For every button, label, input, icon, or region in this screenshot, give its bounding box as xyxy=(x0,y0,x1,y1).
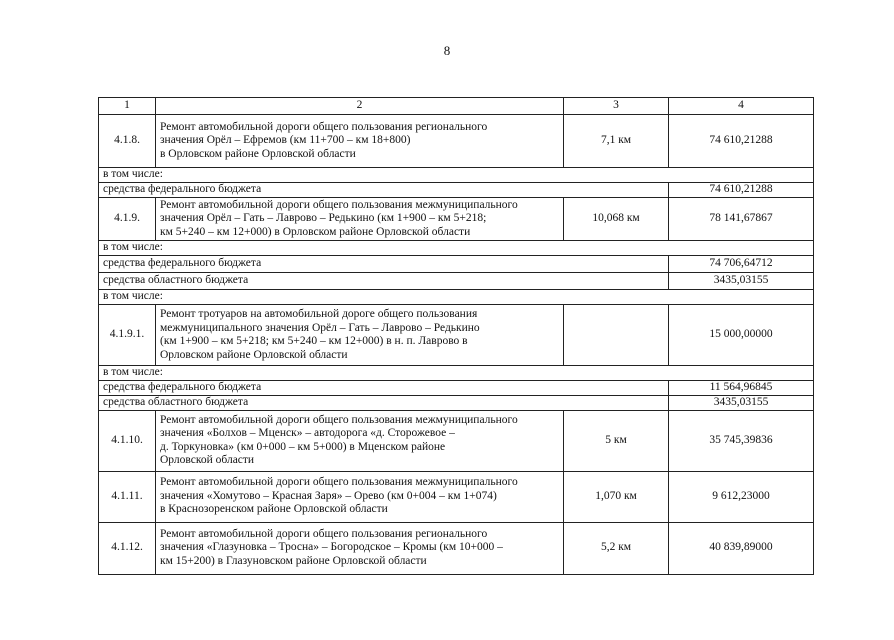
page-number: 8 xyxy=(443,43,451,58)
item-length: 10,068 км xyxy=(564,198,669,241)
budget-amount: 3435,03155 xyxy=(669,273,814,290)
item-amount: 40 839,89000 xyxy=(669,522,814,574)
item-number: 4.1.8. xyxy=(99,115,156,168)
item-number: 4.1.12. xyxy=(99,522,156,574)
budget-label: средства областного бюджета xyxy=(99,273,669,290)
note-text: в том числе: xyxy=(99,168,814,183)
table-row-note xyxy=(99,290,814,305)
description-line: км 5+240 – км 12+000) в Орловском районе Орловской области xyxy=(160,225,471,238)
description-line: в Орловском районе Орловской области xyxy=(160,147,356,160)
column-header: 3 xyxy=(564,98,669,115)
budget-label: средства федерального бюджета xyxy=(99,256,669,273)
description-line: км 15+200) в Глазуновском районе Орловской области xyxy=(160,554,427,567)
item-description xyxy=(156,522,564,574)
table-row-item xyxy=(99,410,814,471)
description-line: значения «Хомутово – Красная Заря» – Орево (км 0+004 – км 1+074) xyxy=(160,489,497,502)
description-line: Ремонт тротуаров на автомобильной дороге общего пользования xyxy=(160,308,478,320)
column-header: 2 xyxy=(156,98,564,115)
budget-label: средства федерального бюджета xyxy=(99,183,669,198)
description-line: Ремонт автомобильной дороги общего пользования межмуниципального xyxy=(160,198,518,211)
description-line: значения «Болхов – Мценск» – автодорога «д. Сторожевое – xyxy=(160,427,455,439)
description-line: Орловской области xyxy=(160,454,255,466)
item-length xyxy=(564,305,669,366)
note-text: в том числе: xyxy=(99,290,814,305)
table-row-item xyxy=(99,305,814,366)
item-number: 4.1.9. xyxy=(99,198,156,241)
table-row-budget xyxy=(99,396,814,411)
item-description xyxy=(156,305,564,366)
description-line: в Краснозоренском районе Орловской области xyxy=(160,503,388,516)
description-line: (км 1+900 – км 5+218; км 5+240 – км 12+000) в н. п. Лаврово в xyxy=(160,335,468,347)
description-line: Ремонт автомобильной дороги общего пользования межмуниципального xyxy=(160,413,518,426)
table-body xyxy=(99,98,814,575)
description-line: Орловском районе Орловской области xyxy=(160,348,348,361)
budget-label: средства областного бюджета xyxy=(99,396,669,411)
budget-amount: 74 706,64712 xyxy=(669,256,814,273)
item-description xyxy=(156,471,564,522)
item-amount: 15 000,00000 xyxy=(669,305,814,366)
item-number: 4.1.9.1. xyxy=(99,305,156,366)
table-row-item xyxy=(99,522,814,574)
item-amount: 9 612,23000 xyxy=(669,471,814,522)
table-row-budget xyxy=(99,256,814,273)
budget-amount: 74 610,21288 xyxy=(669,183,814,198)
description-line: значения «Глазуновка – Тросна» – Богородское – Кромы (км 10+000 – xyxy=(160,541,503,554)
item-description xyxy=(156,198,564,241)
item-amount: 35 745,39836 xyxy=(669,410,814,471)
table-row-item xyxy=(99,198,814,241)
item-number: 4.1.10. xyxy=(99,410,156,471)
item-description xyxy=(156,115,564,168)
table-row-item xyxy=(99,115,814,168)
description-line: Ремонт автомобильной дороги общего пользования межмуниципального xyxy=(160,476,518,489)
table-row-item xyxy=(99,471,814,522)
budget-label: средства федерального бюджета xyxy=(99,381,669,396)
item-amount: 78 141,67867 xyxy=(669,198,814,241)
item-description xyxy=(156,410,564,471)
table-row-note xyxy=(99,366,814,381)
table-row-note xyxy=(99,241,814,256)
description-line: межмуниципального значения Орёл – Гать – Лаврово – Редькино xyxy=(160,321,480,334)
item-number: 4.1.11. xyxy=(99,471,156,522)
item-length: 5 км xyxy=(564,410,669,471)
budget-amount: 11 564,96845 xyxy=(669,381,814,396)
budget-amount: 3435,03155 xyxy=(669,396,814,411)
column-header: 4 xyxy=(669,98,814,115)
note-text: в том числе: xyxy=(99,366,814,381)
table-row-budget xyxy=(99,381,814,396)
table-row-budget xyxy=(99,183,814,198)
item-length: 5,2 км xyxy=(564,522,669,574)
item-length: 7,1 км xyxy=(564,115,669,168)
description-line: Ремонт автомобильной дороги общего пользования регионального xyxy=(160,527,488,540)
column-header: 1 xyxy=(99,98,156,115)
item-amount: 74 610,21288 xyxy=(669,115,814,168)
description-line: д. Торкуновка» (км 0+000 – км 5+000) в Мценском районе xyxy=(160,440,446,453)
table-header-row xyxy=(99,98,814,115)
table-row-budget xyxy=(99,273,814,290)
road-repair-table xyxy=(98,97,814,575)
description-line: значения Орёл – Гать – Лаврово – Редькино (км 1+900 – км 5+218; xyxy=(160,212,487,225)
description-line: значения Орёл – Ефремов (км 11+700 – км 18+800) xyxy=(160,134,411,147)
item-length: 1,070 км xyxy=(564,471,669,522)
description-line: Ремонт автомобильной дороги общего пользования регионального xyxy=(160,120,488,133)
table-row-note xyxy=(99,168,814,183)
note-text: в том числе: xyxy=(99,241,814,256)
